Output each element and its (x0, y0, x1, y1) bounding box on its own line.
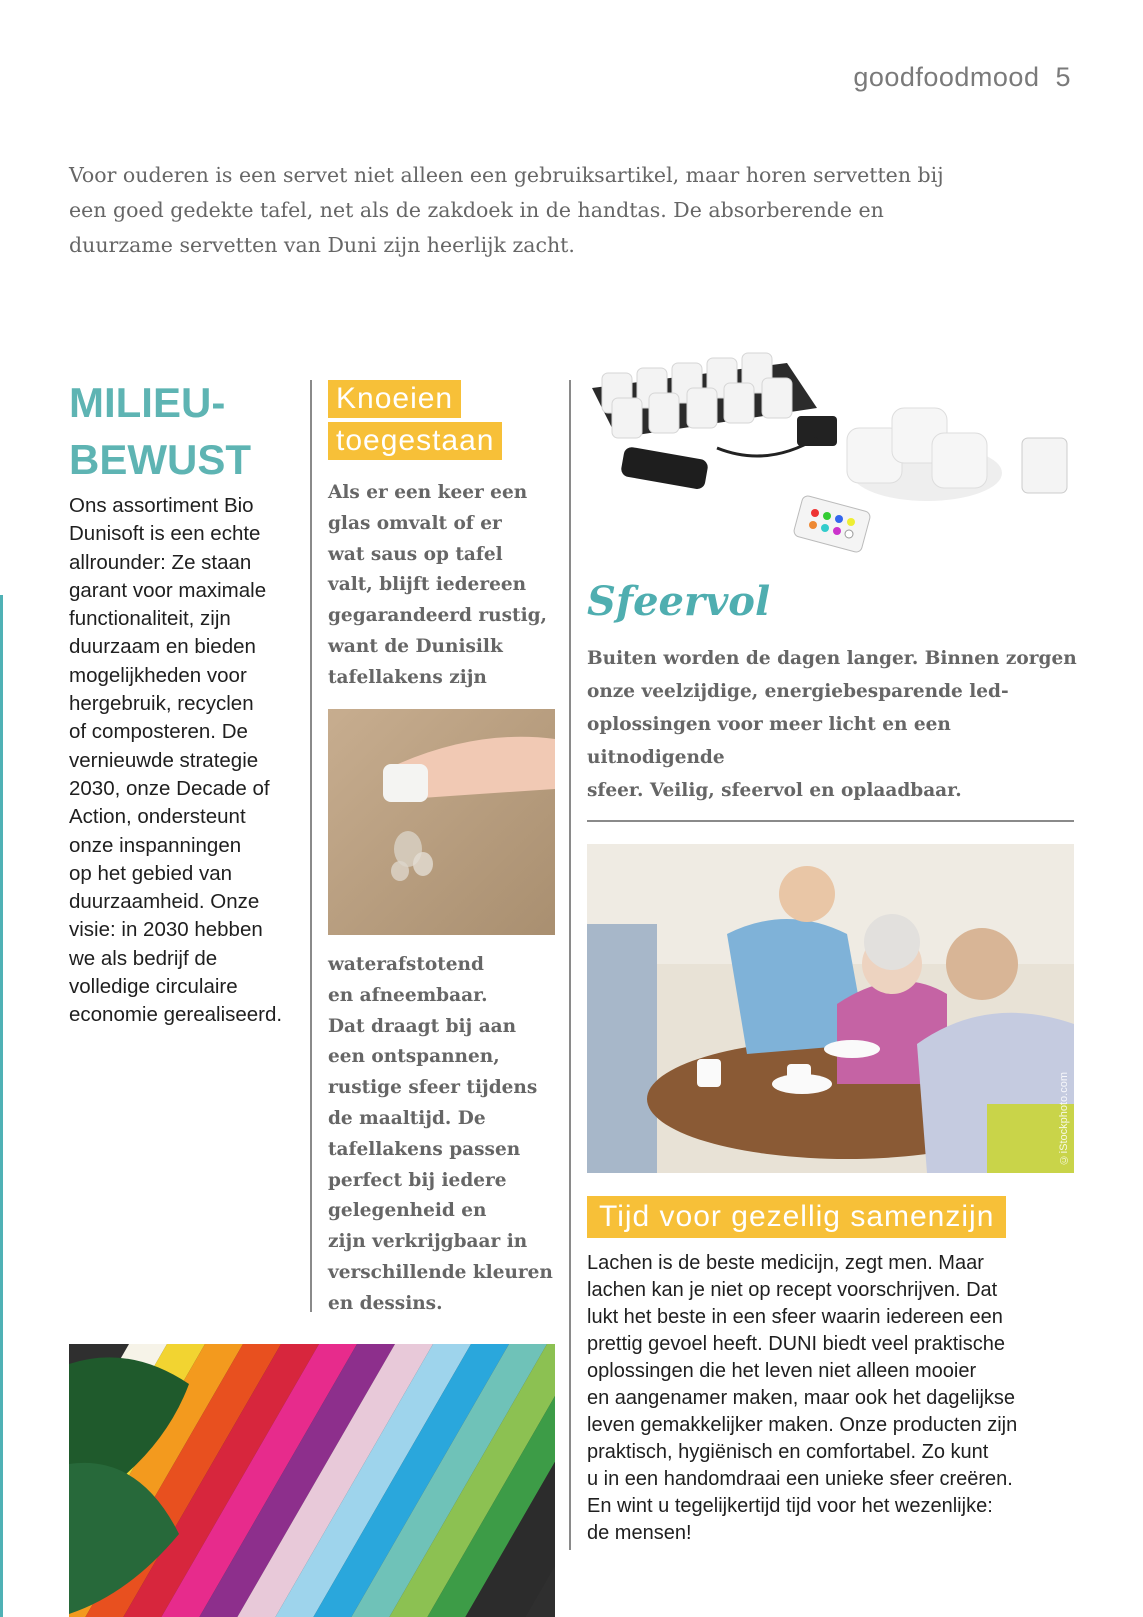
milieu-heading-line2: BEWUST (69, 436, 251, 483)
margin-accent-line (0, 595, 3, 1617)
knoeien-tag-line2: toegestaan (328, 422, 502, 460)
intro-paragraph: Voor ouderen is een servet niet alleen een gebruiksartikel, maar horen servetten bij een goed gedekte tafel, net als de zakdoek in de handtas. De absorberende en duurzame servetten van Duni zijn heerlijk zacht. (69, 163, 944, 257)
knoeien-body-part2: waterafstotend en afneembaar. Dat draagt bij aan een ontspannen, rustige sfeer tijdens de maaltijd. De tafellakens passen perfect bij iedere gelegenheid en zijn verkrijgbaar in verschillende kleuren en dessins. (328, 954, 553, 1314)
brand-name: goodfoodmood (853, 62, 1040, 92)
column-divider-left (310, 380, 312, 1312)
tablecloth-waterdrop-photo (328, 709, 555, 935)
page-header (853, 62, 1071, 93)
milieu-body: Ons assortiment Bio Dunisoft is een echte allrounder: Ze staan garant voor maximale functionaliteit, zijn duurzaam en bieden mogelijkheden voor hergebruik, recyclen of composteren. De vernieuwde strategie 2030, onze Decade of Action, ondersteunt onze inspanningen op het gebied van duurzaamheid. Onze visie: in 2030 hebben we als bedrijf de volledige circulaire economie gerealiseerd. (69, 494, 283, 1027)
section-divider (587, 820, 1074, 822)
colored-napkins-photo (69, 1344, 555, 1617)
page-number: 5 (1055, 62, 1071, 92)
care-home-dining-photo (587, 844, 1074, 1173)
tijd-heading (587, 1196, 1006, 1238)
tijd-tag: Tijd voor gezellig samenzijn (587, 1196, 1006, 1238)
column-divider-right (569, 380, 571, 1550)
photo-credit: ©iStockphoto.com (1058, 1071, 1070, 1165)
sfeervol-body: Buiten worden de dagen langer. Binnen zorgen onze veelzijdige, energiebesparende led- oplossingen voor meer licht en een uitnodigende sfeer. Veilig, sfeervol en oplaadbaar. (587, 648, 1077, 801)
milieu-heading-line1: MILIEU- (69, 379, 226, 426)
knoeien-tag-line1: Knoeien (328, 380, 461, 418)
knoeien-body-part1: Als er een keer een glas omvalt of er wat saus op tafel valt, blijft iedereen gegarandeerd rustig, want de Dunisilk tafellakens zijn (328, 482, 547, 688)
sfeervol-heading: Sfeervol (587, 578, 771, 625)
milieu-heading (69, 374, 251, 488)
led-candles-photo (587, 328, 1087, 573)
tijd-body: Lachen is de beste medicijn, zegt men. Maar lachen kan je niet op recept voorschrijven. Dat lukt het beste in een sfeer waarin iedereen een prettig gevoel heeft. DUNI biedt veel praktische oplossingen die het leven niet alleen mooier en aangenamer maken, maar ook het dagelijkse leven gemakkelijker maken. Onze producten zijn praktisch, hygiënisch en comfortabel. Zo kunt u in een handomdraai een unieke sfeer creëren. En wint u tegelijkertijd tijd voor het wezenlijke: de mensen! (587, 1252, 1018, 1544)
knoeien-heading (328, 380, 502, 464)
